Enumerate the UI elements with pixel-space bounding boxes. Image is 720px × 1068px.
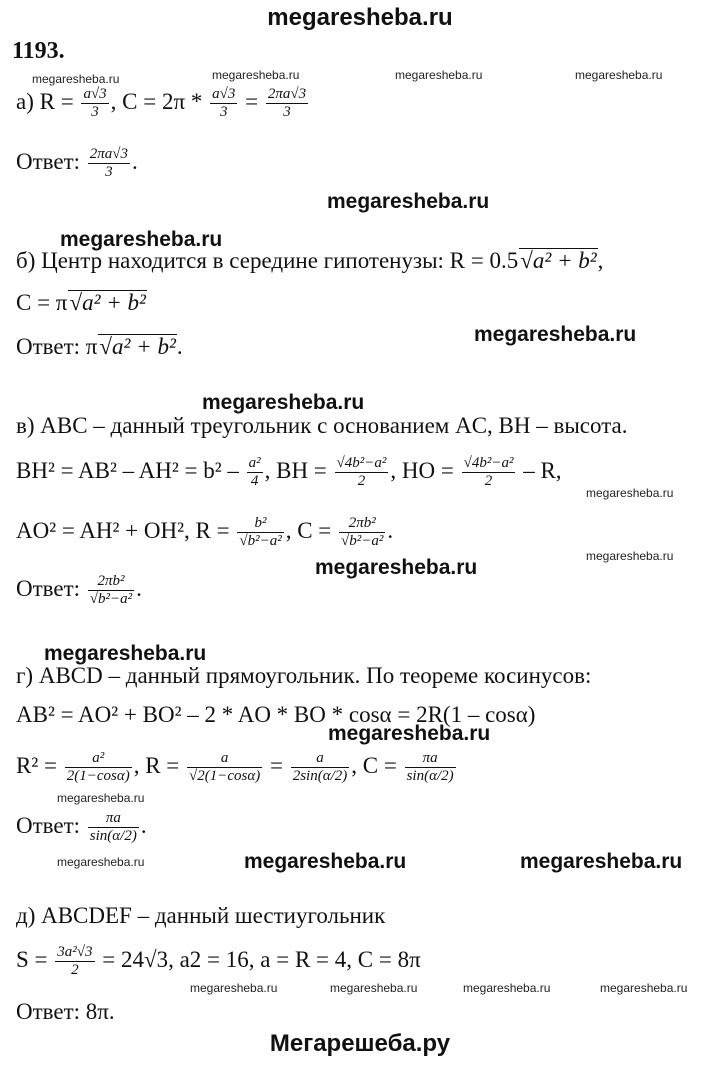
part-g-line2: AB² = AO² + BO² – 2 * AO * BO * cosα = 2R(1 – cosα) (16, 702, 536, 727)
watermark: megaresheba.ru (32, 72, 120, 86)
sqrt-expression: √a² + b² (99, 334, 176, 359)
watermark: megaresheba.ru (60, 228, 223, 251)
fraction: $\frac{a√3}{3}$ (83, 86, 107, 121)
watermark: megaresheba.ru (57, 791, 145, 805)
part-b-answer: Ответ: π√a² + b². (16, 334, 183, 359)
part-g-line1: г) ABCD – данный прямоугольник. По теореме косинусов: (16, 663, 592, 688)
watermark: megaresheba.ru (600, 981, 688, 995)
watermark: megaresheba.ru (474, 323, 637, 346)
part-d-answer: Ответ: 8π. (16, 999, 115, 1024)
problem-number: 1193. (12, 38, 65, 64)
fraction: $\frac{\text{b²}}{\text{√b²−a²}}$ (239, 515, 282, 550)
part-d-line2: S = $\frac{\text{3a²√3}}{2}$ = 24√3, a2 = 16, a = R = 4, C = 8π (16, 944, 421, 979)
watermark: megaresheba.ru (57, 855, 145, 869)
fraction: $\frac{\text{3a²√3}}{2}$ (57, 944, 93, 979)
fraction: $\frac{2\pi a√3}{3}$ (89, 146, 129, 181)
watermark: megaresheba.ru (190, 981, 278, 995)
fraction: $\frac{a}{√2(1-\cos\alpha)}$ (189, 750, 261, 785)
watermark: megaresheba.ru (586, 486, 674, 500)
fraction: $\frac{\text{2πb²}}{\text{√b²−a²}}$ (341, 515, 384, 550)
part-a-answer: Ответ: $\frac{2\pi a√3}{3}$ . (16, 146, 138, 181)
part-v-line1: в) ABC – данный треугольник с основанием AC, BH – высота. (16, 413, 628, 438)
part-b-line1: б) Центр находится в середине гипотенузы: R = 0.5√a² + b², (16, 248, 604, 273)
sqrt-expression: √a² + b² (520, 248, 597, 273)
fraction: $\frac{\pi a}{\sin(\alpha/2)}$ (406, 750, 454, 785)
watermark: megaresheba.ru (202, 391, 365, 414)
part-a-line: а) R = $\frac{a√3}{3}$ , C = 2π * $\frac{a√3}{3}$ = $\frac{2\pi a√3}{3}$ (16, 86, 307, 121)
fraction: $\frac{2\pi a√3}{3}$ (267, 86, 307, 121)
part-d-line1: д) ABCDEF – данный шестиугольник (16, 903, 386, 928)
part-v-line3: AO² = AH² + OH², R = $\frac{\text{b²}}{\text{√b²−a²}}$ , C = $\frac{\text{2πb²}}{\text{√b²−a²}}$ . (16, 515, 394, 550)
watermark: megaresheba.ru (463, 981, 551, 995)
fraction: $\frac{a√3}{3}$ (212, 86, 236, 121)
fraction: $\frac{\text{a²}}{4}$ (248, 455, 261, 490)
watermark: megaresheba.ru (575, 68, 663, 82)
part-g-answer: Ответ: $\frac{\pi a}{\sin(\alpha/2)}$ . (16, 810, 147, 845)
fraction: $\frac{\text{a²}}{2(1-\cos\alpha)}$ (66, 750, 130, 785)
watermark: megaresheba.ru (328, 722, 491, 745)
part-v-answer: Ответ: $\frac{\text{2πb²}}{\text{√b²−a²}}$ . (16, 573, 142, 608)
watermark: megaresheba.ru (315, 556, 478, 579)
site-footer[interactable]: Мегарешеба.ру (269, 1030, 451, 1057)
site-header[interactable]: megaresheba.ru (267, 4, 453, 31)
fraction: $\frac{\text{√4b²−a²}}{2}$ (336, 455, 387, 490)
fraction: $\frac{a}{2\sin(\alpha/2)}$ (292, 750, 348, 785)
part-b-line2: C = π√a² + b² (16, 290, 146, 315)
fraction: $\frac{\text{√4b²−a²}}{2}$ (463, 455, 514, 490)
watermark: megaresheba.ru (330, 981, 418, 995)
watermark: megaresheba.ru (327, 190, 490, 213)
fraction: $\frac{\pi a}{\sin(\alpha/2)}$ (89, 810, 137, 845)
fraction: $\frac{\text{2πb²}}{\text{√b²−a²}}$ (89, 573, 133, 608)
watermark: megaresheba.ru (520, 850, 683, 873)
watermark: megaresheba.ru (586, 549, 674, 563)
part-v-line2: BH² = AB² – AH² = b² – $\frac{\text{a²}}{4}$ , BH = $\frac{\text{√4b²−a²}}{2}$ , HO = $\frac{\text{√4b²−a²}}{2}$ – R, (16, 455, 562, 490)
watermark: megaresheba.ru (395, 68, 483, 82)
watermark: megaresheba.ru (244, 850, 407, 873)
sqrt-expression: √a² + b² (69, 290, 146, 315)
watermark: megaresheba.ru (44, 642, 207, 665)
watermark: megaresheba.ru (212, 68, 300, 82)
part-g-line3: R² = $\frac{\text{a²}}{2(1-\cos\alpha)}$ , R = $\frac{a}{√2(1-\cos\alpha)}$ = $\frac{a}{2\sin(\alpha/2)}$ , C = $\frac{\pi a}{\sin(\alpha/2)}$ (16, 750, 454, 785)
